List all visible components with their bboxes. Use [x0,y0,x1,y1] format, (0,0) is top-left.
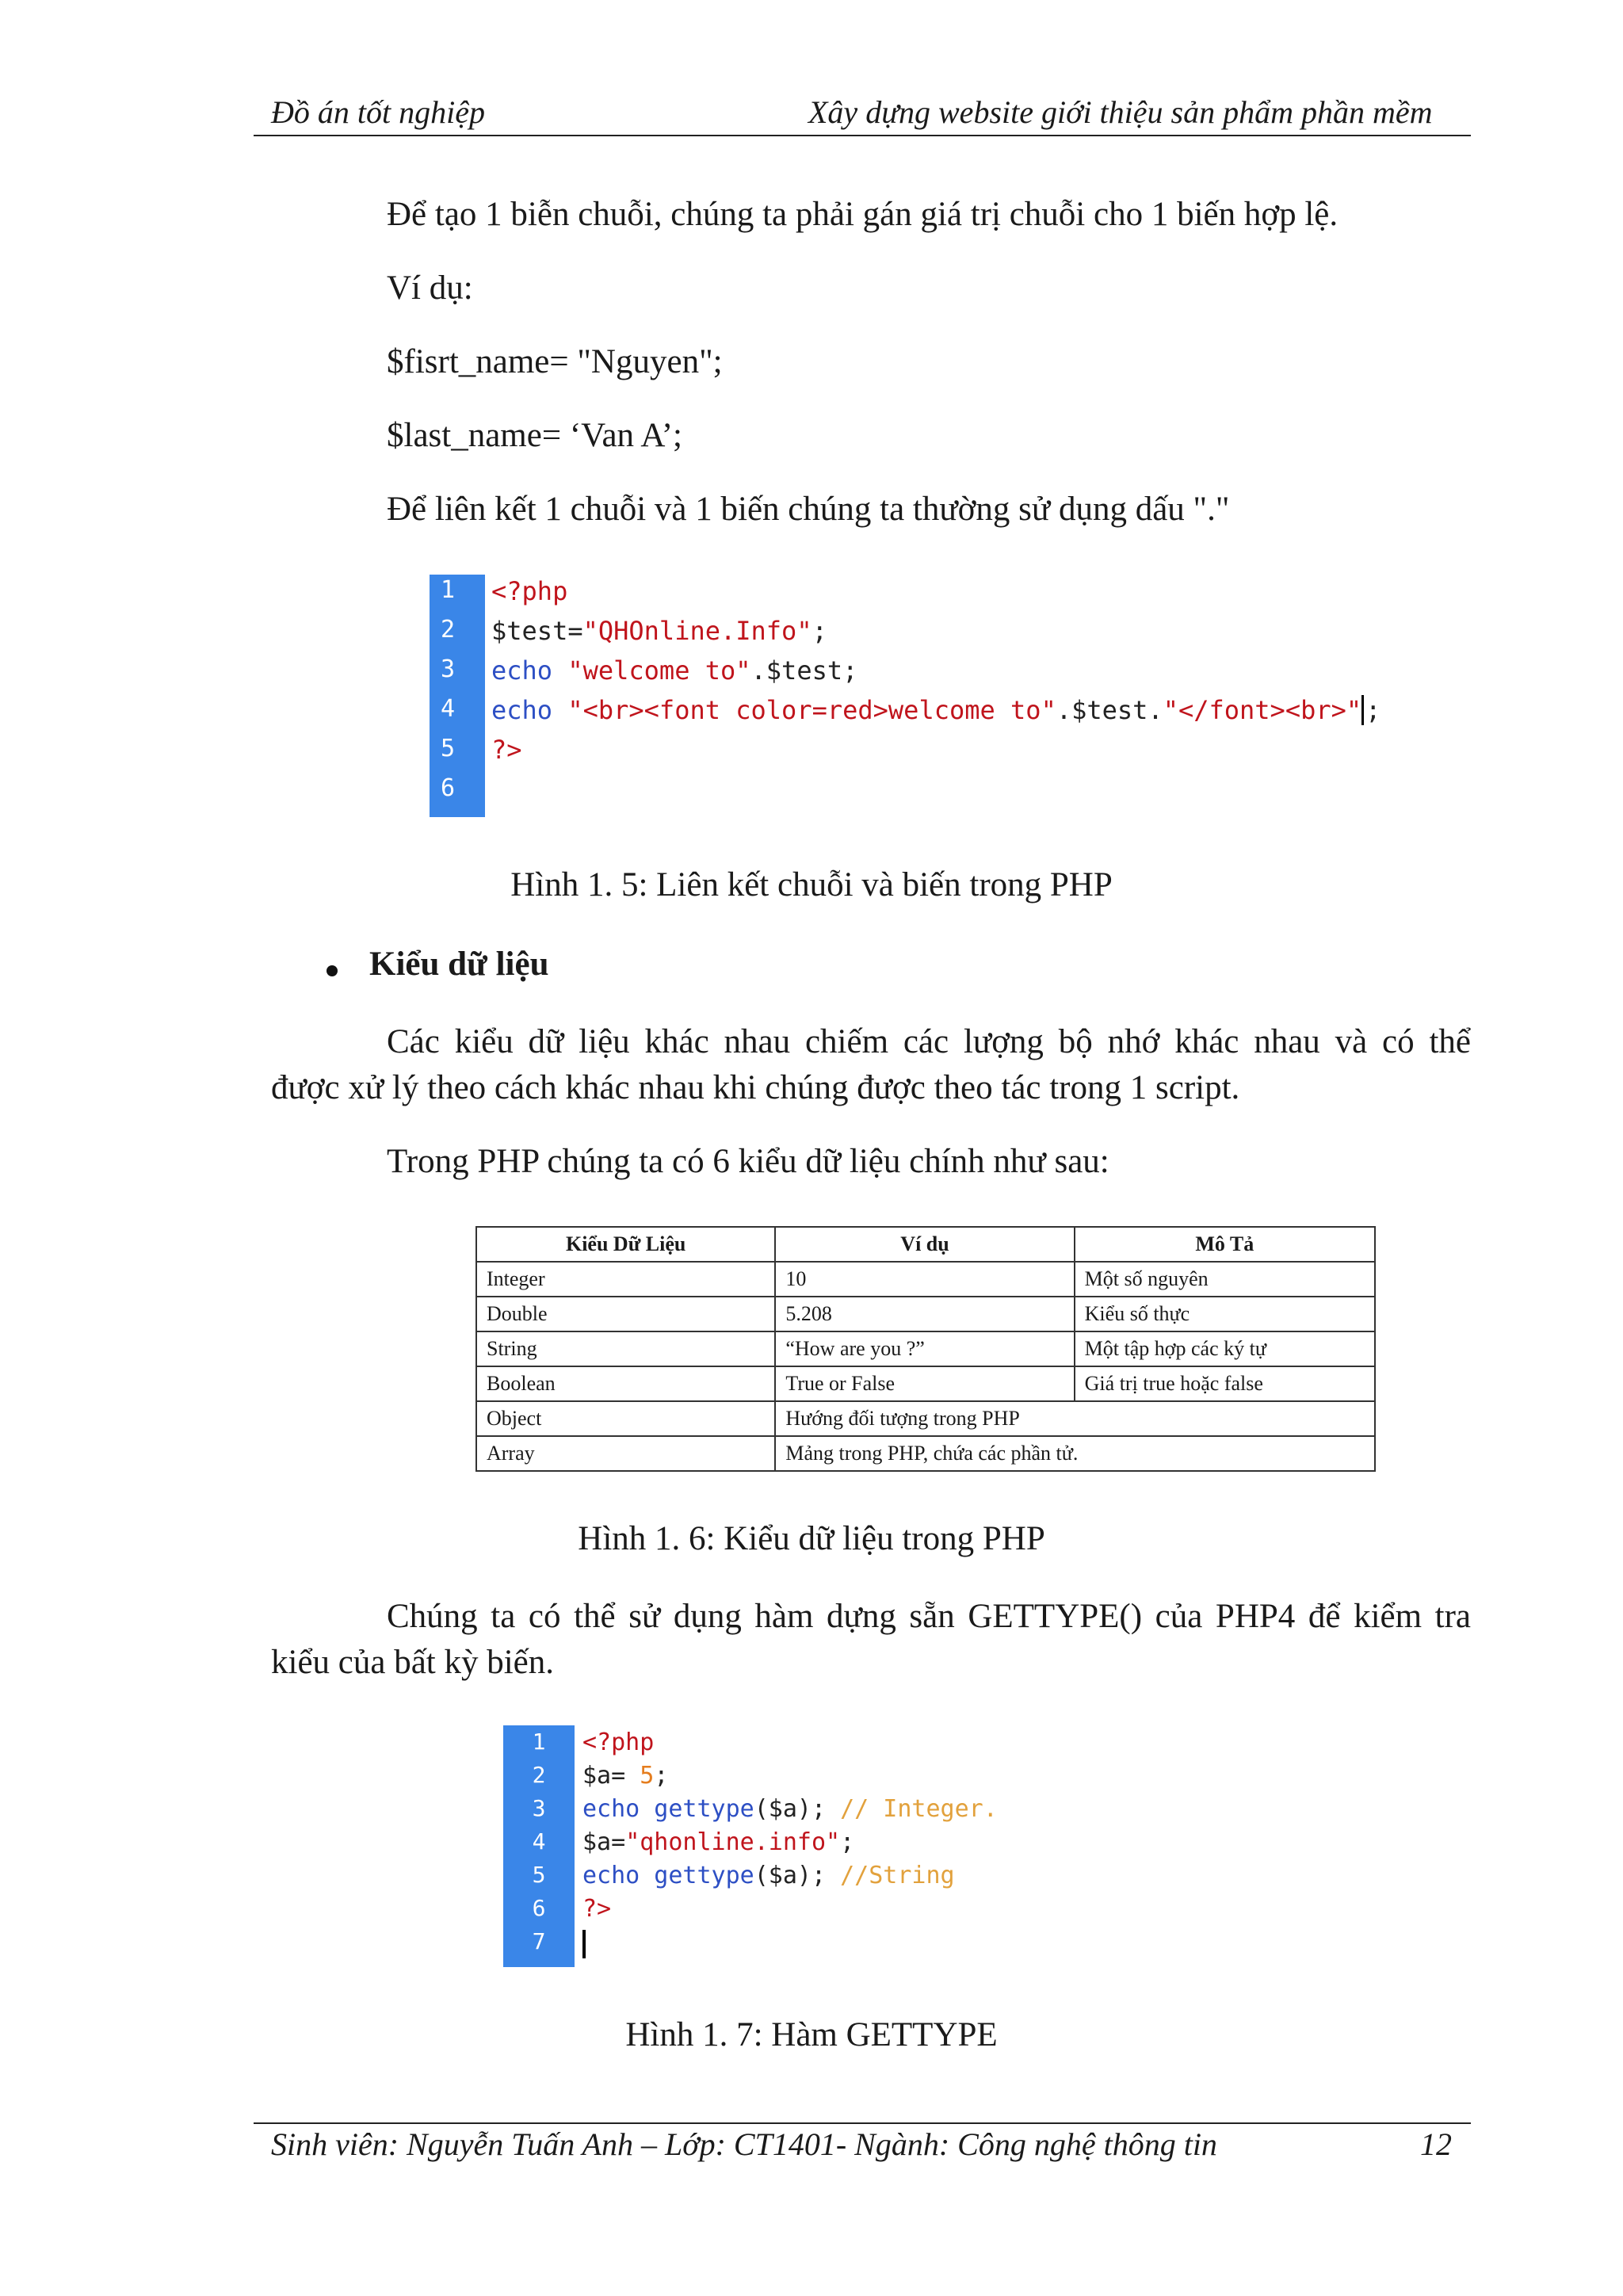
code-token: "qhonline.info" [625,1828,841,1856]
table-row [476,1262,1375,1297]
table-cell: Một số nguyên [1075,1262,1375,1297]
table-cell: Double [476,1297,775,1331]
table-cell: “How are you ?” [775,1331,1074,1366]
paragraph-gettype-line1: Chúng ta có thể sử dụng hàm dựng sẵn GETTYPE() của PHP4 để kiểm tra [387,1598,1471,1635]
table-header: Ví dụ [775,1227,1074,1262]
code-token: ($a); [754,1862,841,1889]
footer-rule [254,2122,1471,2124]
header-right: Xây dựng website giới thiệu sản phẩm phần mềm [808,94,1433,130]
table-cell: Array [476,1436,775,1471]
footer-left: Sinh viên: Nguyễn Tuấn Anh – Lớp: CT1401- Ngành: Công nghệ thông tin [271,2126,1217,2162]
code-token: $a= [582,1762,640,1790]
code-line [491,576,567,606]
paragraph-code-last-name: $last_name= ‘Van A’; [387,417,682,454]
code-token: ; [840,1828,855,1856]
code-line [582,1862,955,1889]
code-token: $test= [491,616,583,646]
line-number: 4 [532,1828,546,1855]
table-header-row [476,1227,1375,1262]
php-open-tag: <?php [582,1729,655,1756]
paragraph-1: Để tạo 1 biễn chuỗi, chúng ta phải gán giá trị chuỗi cho 1 biến hợp lệ. [387,196,1338,233]
table-header: Kiểu Dữ Liệu [476,1227,775,1262]
table-cell: 5.208 [775,1297,1074,1331]
line-number: 1 [441,576,456,604]
table-cell: Kiểu số thực [1075,1297,1375,1331]
code-token: "</font><br>" [1163,695,1362,725]
paragraph-data-types-line2: được xử lý theo cách khác nhau khi chúng được theo tác trong 1 script. [271,1069,1240,1106]
paragraph-code-first-name: $fisrt_name= "Nguyen"; [387,343,723,380]
code-figure-concat [430,575,1381,817]
code-token: echo gettype [582,1862,754,1889]
code-token: ; [654,1762,669,1790]
code-token: echo gettype [582,1795,754,1823]
section-title: Kiểu dữ liệu [369,946,549,983]
table-cell: Boolean [476,1366,775,1401]
code-figure-gettype [503,1725,1058,1967]
table-row [476,1366,1375,1401]
code-comment: //String [840,1862,955,1889]
line-number: 1 [532,1729,546,1755]
code-token: 5 [640,1762,655,1790]
table-row [476,1331,1375,1366]
code-token: .$test. [1056,695,1163,725]
line-number: 7 [532,1928,546,1954]
code-token: ; [1365,695,1381,725]
table-cell: Mảng trong PHP, chứa các phần tử. [775,1436,1375,1471]
table-row [476,1436,1375,1471]
line-number: 6 [532,1895,546,1921]
paragraph-six-types: Trong PHP chúng ta có 6 kiểu dữ liệu chính như sau: [387,1143,1109,1180]
table-row [476,1401,1375,1436]
table-cell: 10 [775,1262,1074,1297]
code-token: ; [812,616,827,646]
line-number: 2 [441,616,456,644]
code-line [582,1828,854,1856]
table-cell: Object [476,1401,775,1436]
table-cell: Integer [476,1262,775,1297]
line-number-gutter [430,575,485,817]
code-line [582,1729,654,1756]
table-row [476,1297,1375,1331]
paragraph-data-types-line1: Các kiểu dữ liệu khác nhau chiếm các lượng bộ nhớ khác nhau và có thể [387,1023,1471,1060]
line-number-gutter [503,1725,575,1967]
code-token: $a= [582,1828,626,1856]
table-cell: String [476,1331,775,1366]
line-number: 2 [532,1762,546,1788]
table-cell: Hướng đối tượng trong PHP [775,1401,1375,1436]
table-cell: Giá trị true hoặc false [1075,1366,1375,1401]
table-cell: True or False [775,1366,1074,1401]
paragraph-gettype-line2: kiểu của bất kỳ biến. [271,1644,555,1681]
table-header: Mô Tả [1075,1227,1375,1262]
line-number: 6 [441,774,456,802]
line-number: 5 [532,1862,546,1888]
code-comment: // Integer. [840,1795,998,1823]
line-number: 4 [441,695,456,723]
code-token: .$test; [750,655,858,686]
figure-caption-1: Hình 1. 5: Liên kết chuỗi và biến trong PHP [510,866,1113,904]
figure-caption-3: Hình 1. 7: Hàm GETTYPE [625,2016,998,2053]
table-cell: Một tập hợp các ký tự [1075,1331,1375,1366]
bullet-icon [327,965,338,976]
text-cursor [582,1930,586,1958]
data-types-table [475,1226,1376,1472]
php-close-tag: ?> [582,1895,612,1923]
paragraph-concat: Để liên kết 1 chuỗi và 1 biến chúng ta thường sử dụng dấu "." [387,491,1230,528]
line-number: 5 [441,735,456,762]
header-left: Đồ án tốt nghiệp [271,94,485,130]
code-token: "<br><font color=red>welcome to" [567,695,1056,725]
code-line [582,1795,998,1823]
code-line [491,735,522,765]
code-line [491,616,827,646]
code-token: ($a); [754,1795,841,1823]
code-token: "QHOnline.Info" [582,616,812,646]
code-line [491,695,1381,725]
code-token: echo [491,655,553,686]
code-line [582,1762,668,1790]
php-close-tag: ?> [491,735,522,765]
code-line [582,1895,611,1923]
php-open-tag: <?php [491,576,568,606]
paragraph-example-label: Ví dụ: [387,269,473,307]
header-rule [254,135,1471,136]
figure-caption-2: Hình 1. 6: Kiểu dữ liệu trong PHP [578,1520,1045,1557]
line-number: 3 [441,655,456,683]
page-number: 12 [1420,2126,1452,2162]
data-types-table-figure [475,1226,1376,1472]
code-token: echo [491,695,553,725]
code-line [491,655,857,686]
code-token: "welcome to" [567,655,751,686]
line-number: 3 [532,1795,546,1821]
